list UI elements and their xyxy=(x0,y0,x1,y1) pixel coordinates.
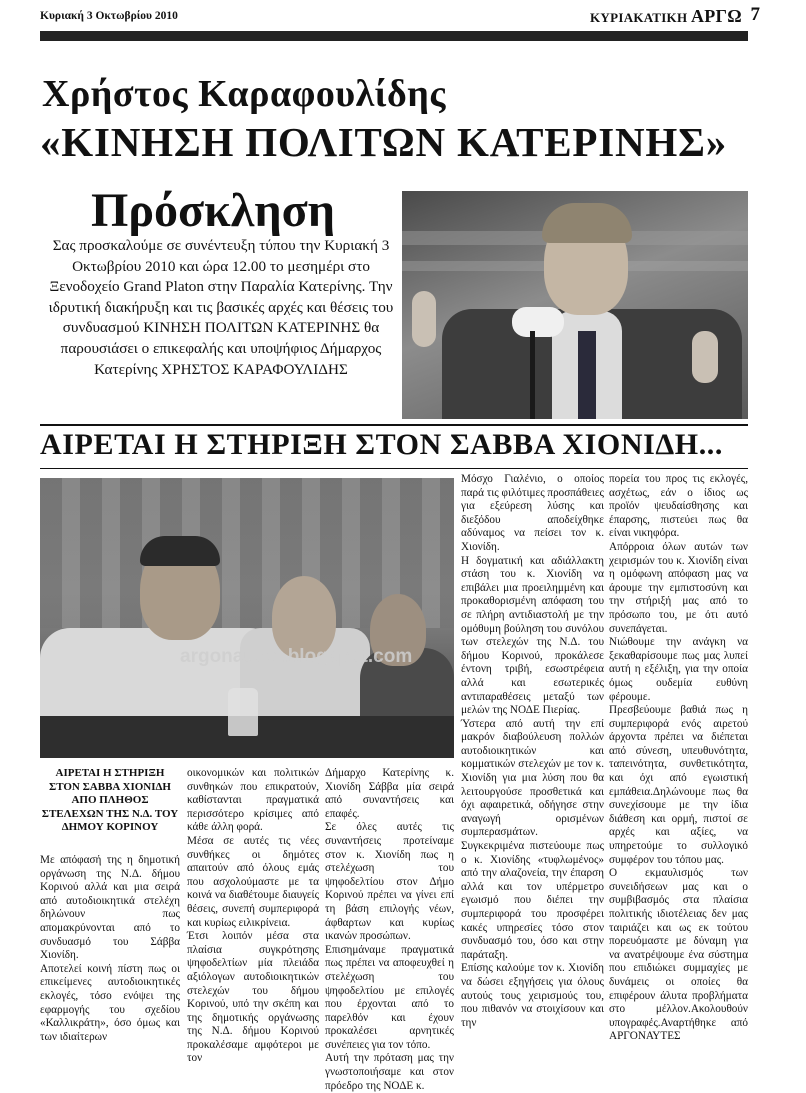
photo-caption: ΑΙΡΕΤΑΙ Η ΣΤΗΡΙΞΗ ΣΤΟΝ ΣΑΒΒΑ ΧΙΟΝΙΔΗ ΑΠΟ ΠΛΗΘΟΣ ΣΤΕΛΕΧΩΝ ΤΗΣ Ν.Δ. ΤΟΥ ΔΗΜΟΥ ΚΟΡΙΝΟΥ xyxy=(41,767,179,834)
invitation-text: Σας προσκαλούμε σε συνέντευξη τύπου την Κυριακή 3 Οκτωβρίου 2010 και ώρα 12.00 το μεσημέρι στο Ξενοδοχείο Grand Platon στην Παραλία Κατερίνης. Την ιδρυτική διακήρυξη και τις βασικές αρχές και θέσεις του συνδυασμού ΚΙΝΗΣΗ ΠΟΛΙΤΩΝ ΚΑΤΕΡΙΝΗΣ θα παρουσιάσει ο επικεφαλής και υποψήφιος Δήμαρχος Κατερίνης ΧΡΗΣΤΟΣ ΚΑΡΑΦΟΥΛΙΔΗΣ xyxy=(48,237,394,378)
candidate-name-title: Χρήστος Καραφουλίδης xyxy=(42,73,446,115)
paragraph: Δήμαρχο Κατερίνης κ. Χιονίδη Σάββα μία σειρά από συναντήσεις και επαφές. xyxy=(325,767,454,820)
page-number: 7 xyxy=(750,4,760,25)
photo-watermark: argonautes.blogspot.com xyxy=(180,646,413,667)
paragraph: Επίσης καλούμε τον κ. Χιονίδη να δώσει εξηγήσεις για όλους αυτούς τους χειρισμούς του, που πιθανόν να στοιχίσουν και την xyxy=(461,962,604,1029)
issue-date: Κυριακή 3 Οκτωβρίου 2010 xyxy=(40,10,178,22)
paragraph: οικονομικών και πολιτικών συνθηκών που επικρατούν, καθίστανται πραγματικά περισσότερο κρίσιμες από κάθε άλλη φορά. xyxy=(187,767,319,834)
movement-name-title: «ΚΙΝΗΣΗ ΠΟΛΙΤΩΝ ΚΑΤΕΡΙΝΗΣ» xyxy=(40,119,728,165)
paragraph: πορεία του προς τις εκλογές, ασχέτως, εάν ο ίδιος ως προϊόν ψευδαίσθησης και έπαρσης, πιστεύει πως θα είναι νικηφόρα. xyxy=(609,473,748,540)
speaker-photo xyxy=(402,191,748,419)
paragraph: Επισημάναμε πραγματικά πως πρέπει να αποφευχθεί η στελέχωση του ψηφοδελτίου με επιλογές που έρχονται από το παρελθόν και έχουν προκαλέσει αρνητικές συνέπειες για τον τόπο. xyxy=(325,943,454,1051)
headline-underline xyxy=(40,468,748,469)
article-column-1 xyxy=(40,854,180,1044)
invitation-heading: Πρόσκληση xyxy=(91,184,335,237)
paragraph: Σε όλες αυτές τις συναντήσεις προτείναμε στον κ. Χιονίδη πως η στελέχωση του ψηφοδελτίου στον Δήμο Κορινού πρέπει να γίνει επί τη βάση επιλογής νέων, άφθαρτων και κυρίως ικανών προσώπων. xyxy=(325,821,454,943)
paragraph: Αποτελεί κοινή πίστη πως οι επικείμενες αυτοδιοικητικές εκλογές, τόσο ενόψει της εφαρμογής του σχεδίου «Καλλικράτη», όσο όμως και των ιδιαίτερων xyxy=(40,962,180,1043)
paragraph: Μόσχο Γιαλένιο, ο οποίος παρά τις φιλότιμες προσπάθειες για εξεύρεση λύσης και διεξόδου αποδείχθηκε αδύναμος να πείσει τον κ. Χιονίδη. xyxy=(461,473,604,553)
article-headline: ΑΙΡΕΤΑΙ Η ΣΤΗΡΙΞΗ ΣΤΟΝ ΣΑΒΒΑ ΧΙΟΝΙΔΗ... xyxy=(40,428,724,461)
paragraph: Πρεσβεύουμε βαθιά πως η συμπεριφορά ενός αιρετού άρχοντα πρέπει να διέπεται από σύνεση, υπευθυνότητα, ταπεινότητα, συνθετικότητα, και όχι από εγωιστική εμπάθεια.Δηλώνουμε πως θα συνεχίσουμε με την ίδια διάθεση και ορμή, πιστοί σε αρχές και αξίες, να υπηρετούμε το συλλογικό συμφέρον του τόπου μας. xyxy=(609,704,748,866)
paragraph: Αυτή την πρόταση μας την γνωστοποιήσαμε και στον πρόεδρο της ΝΟΔΕ κ. xyxy=(325,1052,454,1092)
masthead-rule xyxy=(40,31,748,41)
paragraph: Ο εκμαυλισμός των συνειδήσεων μας και ο συμβιβασμός στα πλαίσια πολιτικής ιδιοτέλειας δεν μας ταιριάζει και ως εκ τούτου πορευόμαστε με δύναμη για να ανατρέψουμε ένα σύστημα που επιδιώκει συμμαχίες με δυνάμεις οι οποίες θα επιφέρουν άλυτα προβλήματα στο μέλλον.Ακολουθούν υπογραφές.Αναρτήθηκε από ΑΡΓΟΝΑΥΤΕΣ xyxy=(609,867,748,1043)
paragraph: Με απόφασή της η δημοτική οργάνωση της Ν.Δ. δήμου Κορινού αλλά και μια σειρά από αυτοδιοικητικά στελέχη δηλώνουν πως απομακρύνονται από το συνδυασμό του Σάββα Χιονίδη. xyxy=(40,854,180,962)
newspaper-name-prefix: ΚΥΡΙΑΚΑΤΙΚΗ xyxy=(590,10,691,25)
article-column-2 xyxy=(187,767,319,1066)
paragraph: Απόρροια όλων αυτών των χειρισμών του κ. Χιονίδη είναι η ομόφωνη απόφαση μας να άρουμε την εμπιστοσύνη και την στήριξή μας από το πρόσωπο του, με ότι αυτό συνεπάγεται. xyxy=(609,540,748,635)
paragraph: Η δογματική και αδιάλλακτη στάση του κ. Χιονίδη να επιβάλει μια προειλημμένη και προκαθορισμένη απόφαση του σε πλήρη αντιδιαστολή με την ομόθυμη βούληση του συνόλου των στελεχών της Ν.Δ. του δήμου Κορινού, προκάλεσε έντονη τριβή, εσωστρέφεια αλλά και εσωτερικές αντιπαραθέσεις μεταξύ των μελών της ΝΟΔΕ Πιερίας. xyxy=(461,554,604,717)
article-column-5 xyxy=(609,473,748,1044)
panel-photo xyxy=(40,478,454,758)
paragraph: Ύστερα από αυτή την επί μακρόν διαβούλευση πολλών αυτοδιοικητικών και κομματικών στελεχών με τον κ. Χιονίδη για μια λύση που θα λειτουργούσε προσθετικά και όχι αφαιρετικά, οδήγησε στην αναγωγή ορισμένων συμπερασμάτων. xyxy=(461,717,604,839)
paragraph: Έτσι λοιπόν μέσα στα πλαίσια συγκρότησης ψηφοδελτίων μία πλειάδα αξιόλογων αυτοδιοικητικών στελεχών του δήμου Κορινού, υπό την σκέπη και της δημοτικής οργάνωσης της Ν.Δ. δήμου Κορινού προκαλέσαμε αμφότεροι με τον xyxy=(187,930,319,1065)
article-column-4 xyxy=(461,473,604,1030)
newspaper-name-main: ΑΡΓΩ xyxy=(690,6,742,26)
paragraph: Μέσα σε αυτές τις νέες συνθήκες οι δημότες απαιτούν από όλους εμάς που ασχολούμαστε με τα κοινά να διαθέτουμε διαυγείς θέσεις, συνεπή συμπεριφορά και κυρίως ειλικρίνεια. xyxy=(187,834,319,929)
paragraph: Νιώθουμε την ανάγκη να ξεκαθαρίσουμε πως μας λυπεί αυτή η εξέλιξη, για την οποία όμως ουδεμία ευθύνη φέρουμε. xyxy=(609,636,748,703)
newspaper-name xyxy=(590,6,742,27)
article-column-3 xyxy=(325,767,454,1093)
paragraph: Συγκεκριμένα πιστεύουμε πως ο κ. Χιονίδης «τυφλωμένος» από την αλαζονεία, την έπαρση αλλά και τον υπέρμετρο εγωισμό που διέπει την συμπεριφορά του προσφέρει κακές υπηρεσίες τόσο στον συνδυασμό του, όσο και στην παράταξη. xyxy=(461,840,604,961)
section-rule xyxy=(40,424,748,426)
